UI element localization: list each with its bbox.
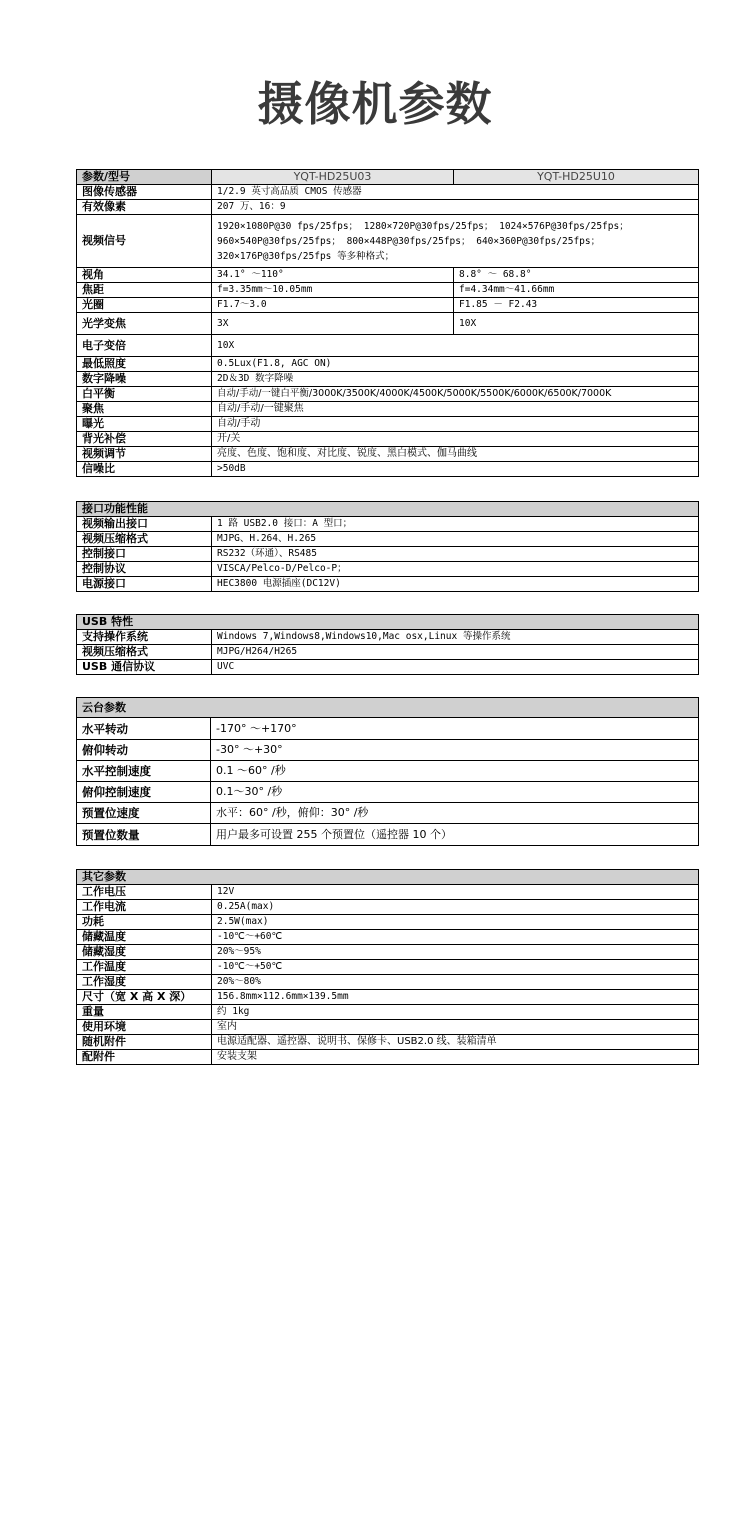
row-label: 视角 xyxy=(77,268,212,283)
table-row xyxy=(77,945,699,960)
table-row xyxy=(77,900,699,915)
row-value: 1/2.9 英寸高品质 CMOS 传感器 xyxy=(212,185,699,200)
row-label: 背光补偿 xyxy=(77,432,212,447)
table-row xyxy=(77,547,699,562)
row-label: 尺寸（宽 X 高 X 深） xyxy=(77,990,212,1005)
row-value: 2.5W(max) xyxy=(212,915,699,930)
row-value: RS232（环通）、RS485 xyxy=(212,547,699,562)
row-label: 控制接口 xyxy=(77,547,212,562)
row-label: 储藏湿度 xyxy=(77,945,212,960)
row-label: 焦距 xyxy=(77,283,212,298)
table-row xyxy=(77,630,699,645)
row-value: 自动/手动/一键白平衡/3000K/3500K/4000K/4500K/5000K/5500K/6000K/6500K/7000K xyxy=(212,387,699,402)
table-row xyxy=(77,447,699,462)
row-label: 白平衡 xyxy=(77,387,212,402)
table-row xyxy=(77,462,699,477)
header-label: 参数/型号 xyxy=(77,170,212,185)
row-value: MJPG/H264/H265 xyxy=(212,645,699,660)
row-value: UVC xyxy=(212,660,699,675)
row-label: 视频压缩格式 xyxy=(77,532,212,547)
row-label: 有效像素 xyxy=(77,200,212,215)
row-label: 视频输出接口 xyxy=(77,517,212,532)
row-label: 光圈 xyxy=(77,298,212,313)
row-label: 曝光 xyxy=(77,417,212,432)
page-title: 摄像机参数 xyxy=(257,77,493,131)
row-label: 视频调节 xyxy=(77,447,212,462)
table-row xyxy=(77,417,699,432)
table-row xyxy=(77,562,699,577)
row-value: 电源适配器、遥控器、说明书、保修卡、USB2.0 线、装箱清单 xyxy=(212,1035,699,1050)
row-value: HEC3800 电源插座(DC12V) xyxy=(212,577,699,592)
row-value: 0.1 ～60° /秒 xyxy=(211,761,699,782)
table-row xyxy=(77,782,699,803)
row-label: 最低照度 xyxy=(77,357,212,372)
table-row xyxy=(77,335,699,357)
model-1-value: F1.7～3.0 xyxy=(212,298,454,313)
row-value: 12V xyxy=(212,885,699,900)
video-line: 960×540P@30fps/25fps； 800×448P@30fps/25fps； 640×360P@30fps/25fps； xyxy=(217,235,601,247)
section-header: 其它参数 xyxy=(77,870,699,885)
row-value: 安装支架 xyxy=(212,1050,699,1065)
table-row xyxy=(77,517,699,532)
row-value: 0.25A(max) xyxy=(212,900,699,915)
row-value: >50dB xyxy=(212,462,699,477)
table-row xyxy=(77,645,699,660)
video-signal-value xyxy=(212,215,699,268)
row-value: 约 1kg xyxy=(212,1005,699,1020)
table-row xyxy=(77,885,699,900)
table-row xyxy=(77,268,699,283)
row-label: 配附件 xyxy=(77,1050,212,1065)
table-row xyxy=(77,824,699,846)
other-params-table xyxy=(76,869,699,1065)
row-value: 156.8mm×112.6mm×139.5mm xyxy=(212,990,699,1005)
row-label: 功耗 xyxy=(77,915,212,930)
row-label: 使用环境 xyxy=(77,1020,212,1035)
model-1-value: 34.1° ～110° xyxy=(212,268,454,283)
row-label: 俯仰转动 xyxy=(77,740,211,761)
table-row xyxy=(77,532,699,547)
row-value: 10X xyxy=(212,335,699,357)
row-label: 控制协议 xyxy=(77,562,212,577)
row-label: 电子变倍 xyxy=(77,335,212,357)
row-label: 随机附件 xyxy=(77,1035,212,1050)
table-row xyxy=(77,803,699,824)
row-value: 自动/手动 xyxy=(212,417,699,432)
table-row xyxy=(77,1005,699,1020)
table-row xyxy=(77,975,699,990)
row-value: 1 路 USB2.0 接口：A 型口； xyxy=(212,517,699,532)
row-label: 水平转动 xyxy=(77,718,211,740)
model-2-value: F1.85 － F2.43 xyxy=(454,298,699,313)
row-value: MJPG、H.264、H.265 xyxy=(212,532,699,547)
row-value: 20%～95% xyxy=(212,945,699,960)
row-value: 2D＆3D 数字降噪 xyxy=(212,372,699,387)
row-label: 数字降噪 xyxy=(77,372,212,387)
row-label: 支持操作系统 xyxy=(77,630,212,645)
row-value: 室内 xyxy=(212,1020,699,1035)
table-row xyxy=(77,215,699,268)
row-value: -170° ～+170° xyxy=(211,718,699,740)
row-label: 工作湿度 xyxy=(77,975,212,990)
model-1-value: f=3.35mm～10.05mm xyxy=(212,283,454,298)
row-label: 图像传感器 xyxy=(77,185,212,200)
row-label: 储藏温度 xyxy=(77,930,212,945)
section-header: 接口功能性能 xyxy=(77,502,699,517)
row-label: 工作电压 xyxy=(77,885,212,900)
row-value: 0.5Lux(F1.8, AGC ON) xyxy=(212,357,699,372)
row-value: 207 万、16：9 xyxy=(212,200,699,215)
row-value: 亮度、色度、饱和度、对比度、锐度、黑白模式、伽马曲线 xyxy=(212,447,699,462)
camera-params-table xyxy=(76,169,699,477)
row-label: USB 通信协议 xyxy=(77,660,212,675)
row-label: 重量 xyxy=(77,1005,212,1020)
table-row xyxy=(77,402,699,417)
row-label: 视频压缩格式 xyxy=(77,645,212,660)
row-label: 聚焦 xyxy=(77,402,212,417)
row-value: -30° ～+30° xyxy=(211,740,699,761)
table-row xyxy=(77,432,699,447)
table-row xyxy=(77,1020,699,1035)
row-value: 水平：60° /秒，俯仰：30° /秒 xyxy=(211,803,699,824)
table-row xyxy=(77,960,699,975)
row-value: 自动/手动/一键聚焦 xyxy=(212,402,699,417)
table-row xyxy=(77,718,699,740)
row-value: Windows 7,Windows8,Windows10,Mac osx,Linux 等操作系统 xyxy=(212,630,699,645)
model-2-value: 10X xyxy=(454,313,699,335)
row-label: 俯仰控制速度 xyxy=(77,782,211,803)
row-value: 0.1～30° /秒 xyxy=(211,782,699,803)
model-2-value: f=4.34mm～41.66mm xyxy=(454,283,699,298)
row-label: 工作电流 xyxy=(77,900,212,915)
table-row xyxy=(77,357,699,372)
section-header: USB 特性 xyxy=(77,615,699,630)
row-label: 光学变焦 xyxy=(77,313,212,335)
row-value: 用户最多可设置 255 个预置位（遥控器 10 个） xyxy=(211,824,699,846)
row-value: -10℃～+60℃ xyxy=(212,930,699,945)
table-row xyxy=(77,740,699,761)
ptz-table xyxy=(76,697,699,846)
model-1-value: 3X xyxy=(212,313,454,335)
model-2-value: 8.8° ～ 68.8° xyxy=(454,268,699,283)
table-row xyxy=(77,200,699,215)
table-row xyxy=(77,990,699,1005)
row-label: 视频信号 xyxy=(77,215,212,268)
row-value: 开/关 xyxy=(212,432,699,447)
model-2-header: YQT-HD25U10 xyxy=(454,170,699,185)
section-header: 云台参数 xyxy=(77,698,699,718)
usb-table xyxy=(76,614,699,675)
table-row xyxy=(77,660,699,675)
row-label: 信噪比 xyxy=(77,462,212,477)
row-label: 预置位速度 xyxy=(77,803,211,824)
table-row xyxy=(77,930,699,945)
table-row xyxy=(77,283,699,298)
row-value: -10℃～+50℃ xyxy=(212,960,699,975)
row-value: 20%～80% xyxy=(212,975,699,990)
table-row xyxy=(77,387,699,402)
table-row xyxy=(77,1050,699,1065)
table-row xyxy=(77,577,699,592)
table-row xyxy=(77,915,699,930)
interface-table xyxy=(76,501,699,592)
row-label: 工作温度 xyxy=(77,960,212,975)
table-row xyxy=(77,1035,699,1050)
row-label: 电源接口 xyxy=(77,577,212,592)
table-row xyxy=(77,761,699,782)
video-line: 320×176P@30fps/25fps 等多种格式； xyxy=(217,250,395,262)
model-1-header: YQT-HD25U03 xyxy=(212,170,454,185)
table-header-row xyxy=(77,170,699,185)
table-row xyxy=(77,313,699,335)
table-row xyxy=(77,298,699,313)
row-value: VISCA/Pelco-D/Pelco-P； xyxy=(212,562,699,577)
row-label: 预置位数量 xyxy=(77,824,211,846)
row-label: 水平控制速度 xyxy=(77,761,211,782)
table-row xyxy=(77,372,699,387)
video-line: 1920×1080P@30 fps/25fps； 1280×720P@30fps/25fps； 1024×576P@30fps/25fps； xyxy=(217,220,629,232)
table-row xyxy=(77,185,699,200)
